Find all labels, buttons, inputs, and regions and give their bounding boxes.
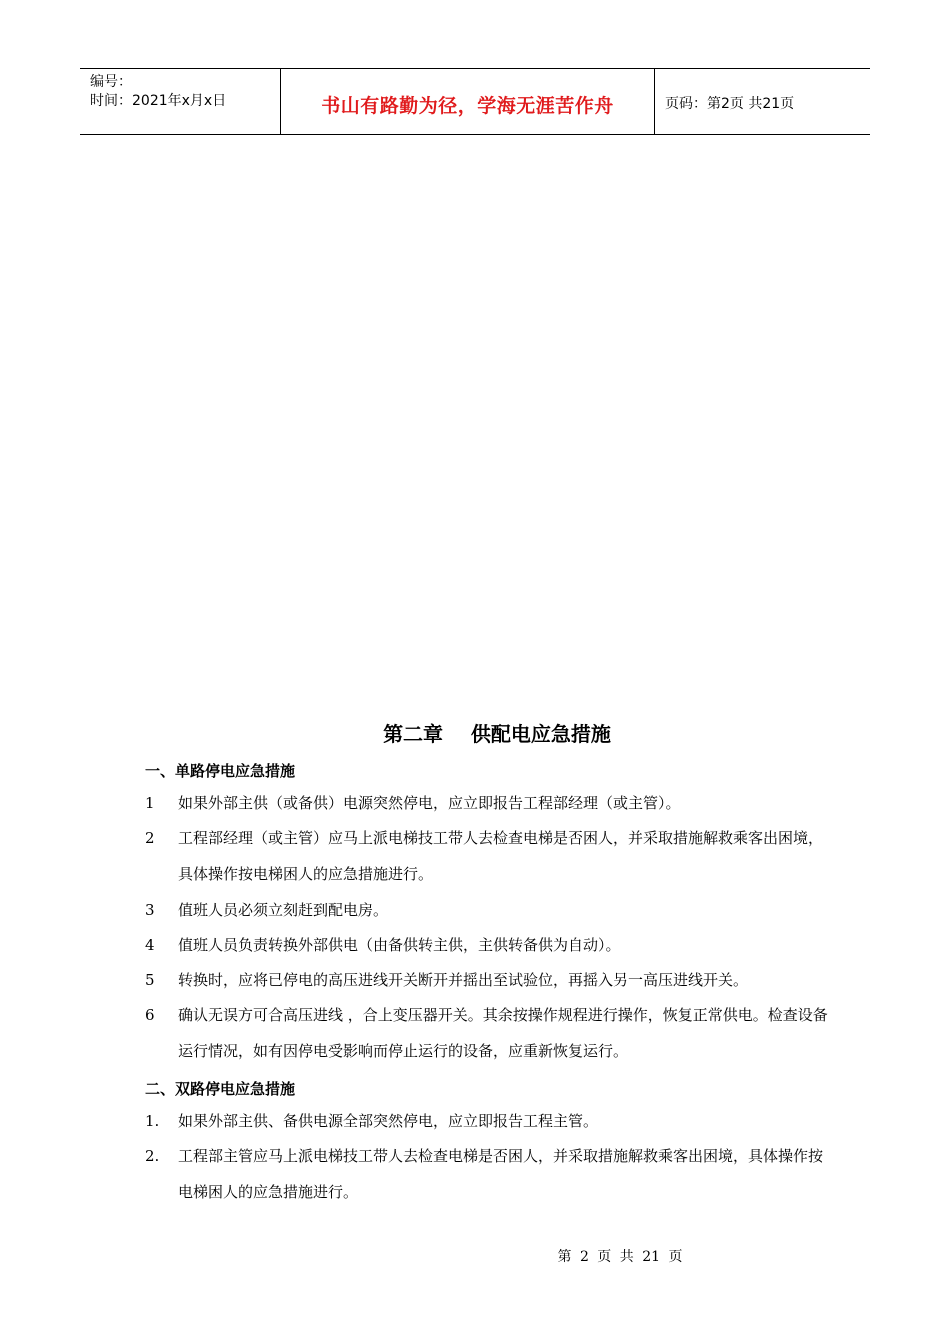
- list-item: [145, 820, 835, 892]
- list-item: [145, 892, 835, 928]
- list-item: [145, 1138, 835, 1210]
- item-number: 5: [145, 971, 155, 989]
- item-number: 2: [145, 829, 155, 847]
- item-text: 值班人员负责转换外部供电（由备供转主供，主供转备供为自动）。: [178, 936, 621, 954]
- section-heading-2: 二、双路停电应急措施: [145, 1080, 296, 1098]
- header-motto: 书山有路勤为径，学海无涯苦作舟: [281, 69, 655, 134]
- page-footer: 第 2 页 共 21 页: [557, 1249, 683, 1265]
- time-label: 时间：2021年x月x日: [90, 93, 227, 109]
- section-heading-1: 一、单路停电应急措施: [145, 762, 296, 780]
- item-number: 4: [145, 936, 155, 954]
- item-number: 1.: [145, 1112, 160, 1130]
- item-number: 3: [145, 901, 155, 919]
- item-text: 如果外部主供、备供电源全部突然停电，应立即报告工程主管。: [178, 1112, 599, 1130]
- item-text: 如果外部主供（或备供）电源突然停电，应立即报告工程部经理（或主管）。: [178, 794, 681, 812]
- list-item: [145, 997, 835, 1069]
- header-meta: [80, 69, 281, 134]
- number-label: 编号：: [90, 74, 132, 90]
- item-text: 工程部经理（或主管）应马上派电梯技工带人去检查电梯是否困人，并采取措施解救乘客出困境，具体操作按电梯困人的应急措施进行。: [178, 829, 824, 883]
- list-item: [145, 927, 835, 963]
- list-item: [145, 962, 835, 998]
- list-item: [145, 785, 835, 821]
- item-number: 6: [145, 1006, 155, 1024]
- header-page-info: 页码：第2页 共21页: [665, 95, 795, 112]
- item-text: 工程部主管应马上派电梯技工带人去检查电梯是否困人，并采取措施解救乘客出困境，具体操作按电梯困人的应急措施进行。: [178, 1147, 824, 1201]
- chapter-title: 第二章 供配电应急措施: [383, 722, 611, 746]
- item-number: 1: [145, 794, 155, 812]
- item-text: 确认无误方可合高压进线 ，合上变压器开关。其余按操作规程进行操作，恢复正常供电。检查设备运行情况，如有因停电受影响而停止运行的设备，应重新恢复运行。: [178, 1006, 828, 1060]
- list-item: [145, 1103, 835, 1139]
- item-text: 转换时，应将已停电的高压进线开关断开并摇出至试验位，再摇入另一高压进线开关。: [178, 971, 749, 989]
- item-text: 值班人员必须立刻赶到配电房。: [178, 901, 389, 919]
- page-header: [80, 68, 870, 135]
- item-number: 2.: [145, 1147, 160, 1165]
